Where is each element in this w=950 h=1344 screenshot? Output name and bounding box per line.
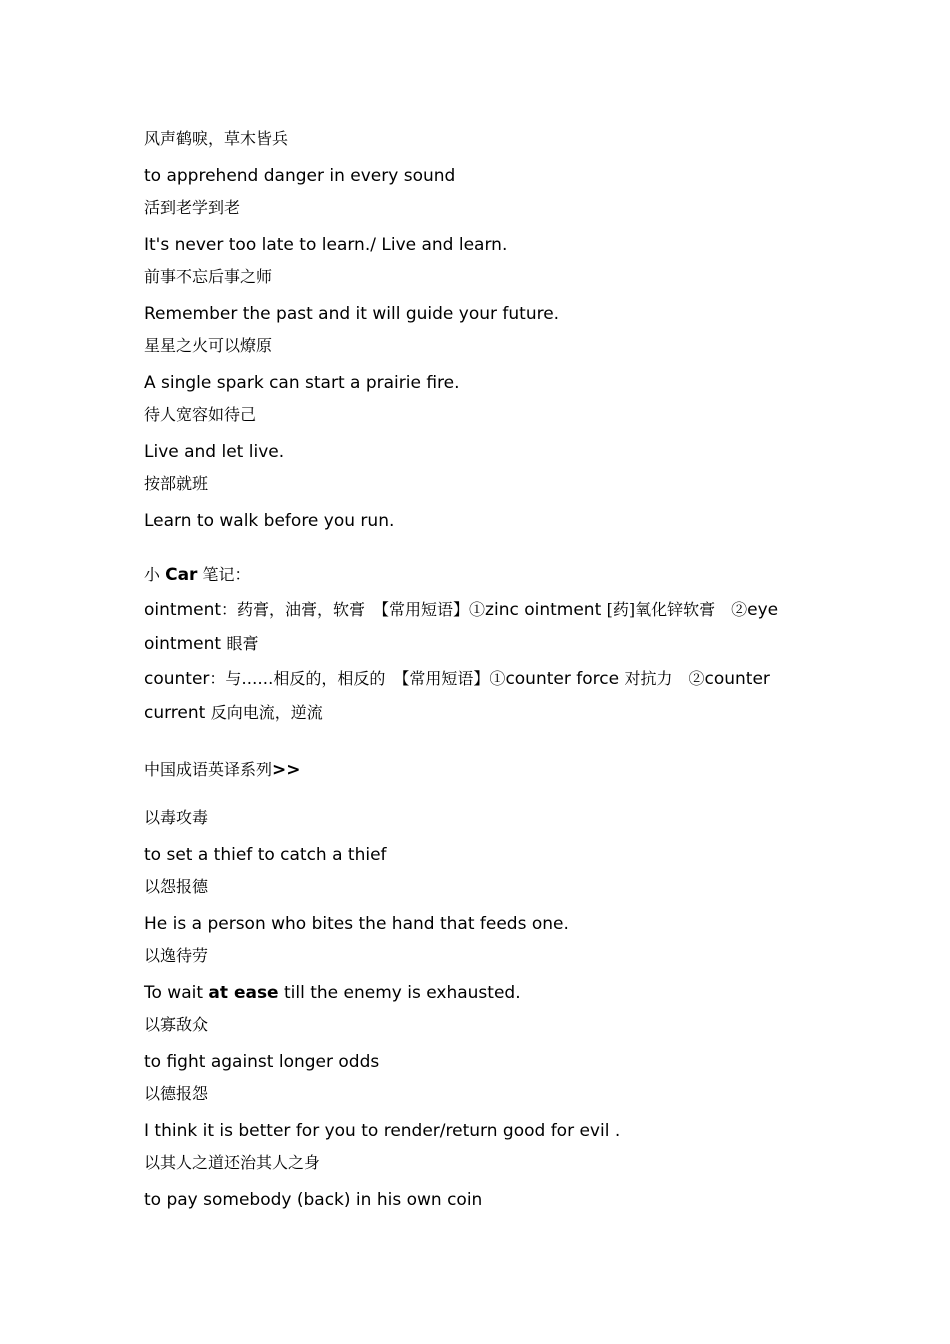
idiom-english: It's never too late to learn./ Live and learn.: [144, 234, 508, 255]
idiom-chinese: 以其人之道还治其人之身: [144, 1153, 321, 1172]
note-ointment-line2: [144, 629, 844, 664]
idiom-english: He is a person who bites the hand that feeds one.: [144, 913, 569, 934]
document-page: [144, 126, 844, 1219]
note-phrase: counter: [704, 668, 770, 689]
note-ointment-line1: [144, 595, 844, 630]
notes-heading-car: Car: [165, 565, 198, 585]
note-phrase-meaning: [药]氧化锌软膏 ②: [606, 599, 748, 619]
note-phrase: counter force: [505, 668, 625, 689]
note-definition: ：药膏，油膏，软膏 【常用短语】①: [221, 599, 486, 619]
idiom-english: to fight against longer odds: [144, 1051, 380, 1072]
idiom-english: A single spark can start a prairie fire.: [144, 372, 460, 393]
note-phrase: eye: [747, 599, 779, 620]
idiom-chinese: 以寡敌众: [144, 1015, 209, 1034]
note-word: counter: [144, 668, 210, 689]
idiom-chinese: 以逸待劳: [144, 946, 209, 965]
idiom-english: to set a thief to catch a thief: [144, 844, 387, 865]
paragraph-gap: [144, 789, 844, 805]
paragraph-gap: [144, 540, 844, 560]
notes-heading-suffix: 笔记：: [197, 565, 251, 584]
idiom-chinese: 以德报怨: [144, 1084, 209, 1103]
idiom-chinese: 按部就班: [144, 474, 209, 493]
idiom-chinese: 以怨报德: [144, 877, 209, 896]
idiom-chinese: 风声鹤唳，草木皆兵: [144, 129, 289, 148]
idiom-english: to pay somebody (back) in his own coin: [144, 1189, 483, 1210]
series-heading: [144, 755, 844, 790]
note-word: ointment: [144, 599, 222, 620]
idiom-english: Remember the past and it will guide your future.: [144, 303, 560, 324]
notes-heading-prefix: 小: [144, 565, 166, 584]
note-phrase: zinc ointment: [485, 599, 607, 620]
notes-heading: [144, 560, 844, 595]
note-phrase: current: [144, 703, 211, 723]
idiom-chinese: 星星之火可以燎原: [144, 336, 273, 355]
idiom-english: Learn to walk before you run.: [144, 510, 395, 531]
idiom-english-suffix: till the enemy is exhausted.: [278, 982, 521, 1003]
note-counter-line1: [144, 664, 844, 699]
series-title: 中国成语英译系列: [144, 759, 273, 779]
idiom-english: I think it is better for you to render/return good for evil .: [144, 1120, 621, 1141]
paragraph-gap: [144, 733, 844, 755]
idiom-english: Live and let live.: [144, 441, 285, 462]
idiom-chinese: 待人宽容如待己: [144, 405, 257, 424]
note-phrase-meaning: 对抗力 ②: [624, 668, 705, 688]
note-phrase-meaning: 反向电流，逆流: [210, 703, 323, 722]
idiom-chinese: 前事不忘后事之师: [144, 267, 273, 286]
idiom-english-bold: at ease: [208, 982, 279, 1003]
idiom-chinese: 活到老学到老: [144, 198, 241, 217]
note-phrase: ointment: [144, 634, 227, 654]
note-definition: ：与……相反的，相反的 【常用短语】①: [209, 668, 506, 688]
note-counter-line2: [144, 698, 844, 733]
idiom-english: [144, 978, 844, 1013]
idiom-chinese: 以毒攻毒: [144, 808, 209, 827]
note-phrase-meaning: 眼膏: [226, 634, 259, 653]
idiom-english: to apprehend danger in every sound: [144, 165, 456, 186]
series-arrow: >>: [272, 759, 301, 780]
idiom-english-prefix: To wait: [144, 982, 209, 1003]
